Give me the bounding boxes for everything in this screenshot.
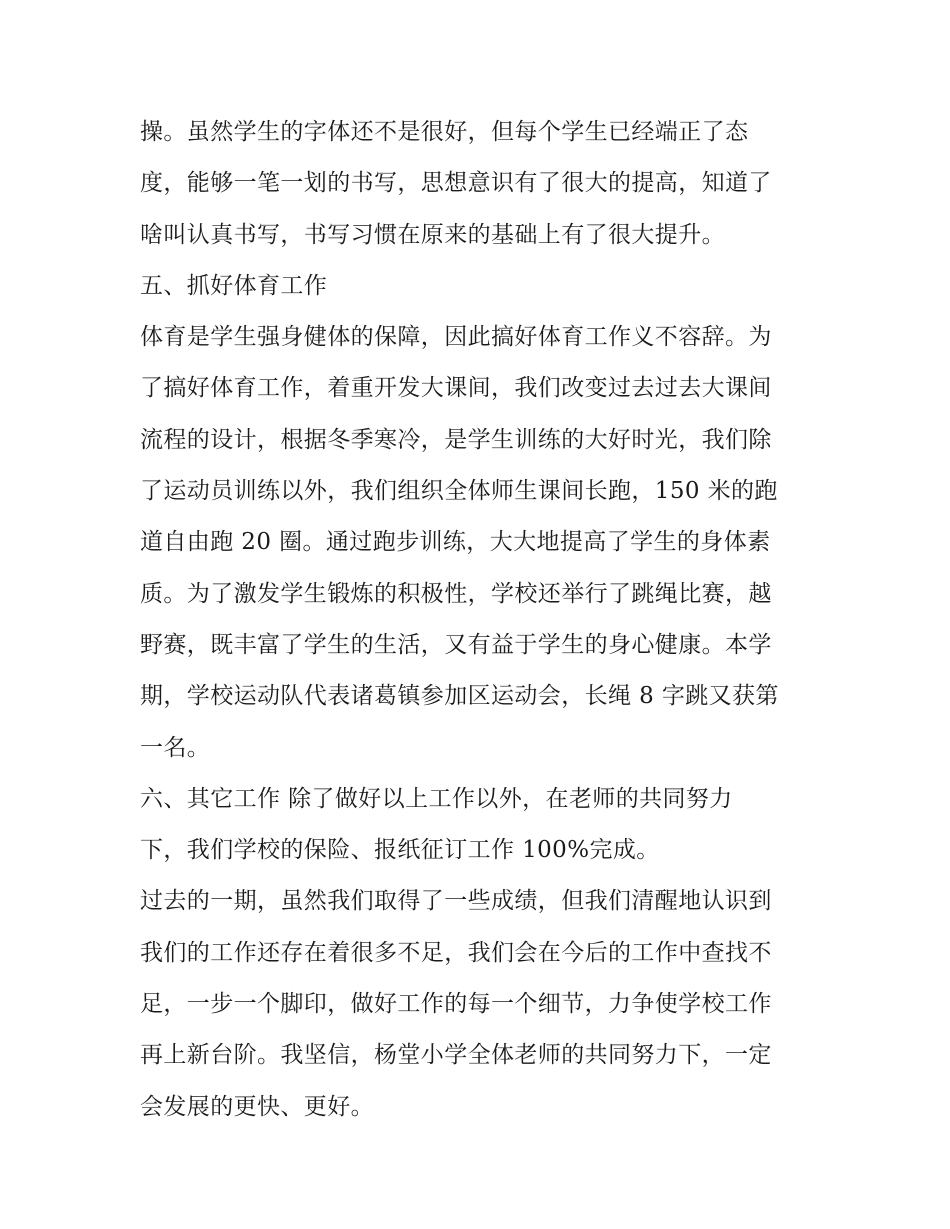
- document-body: [140, 107, 820, 1133]
- text-line: 下，我们学校的保险、报纸征订工作 100%完成。: [140, 837, 660, 864]
- text-line: 体育是学生强身健体的保障，因此搞好体育工作义不容辞。为: [140, 324, 772, 351]
- text-line: 了运动员训练以外，我们组织全体师生课间长跑，150 米的跑: [140, 478, 778, 505]
- section-heading-other: 六、其它工作 除了做好以上工作以外，在老师的共同努力: [140, 785, 733, 812]
- text-line: 再上新台阶。我坚信，杨堂小学全体老师的共同努力下，一定: [140, 1042, 772, 1069]
- text-line: 一名。: [140, 734, 211, 761]
- text-line: 啥叫认真书写，书写习惯在原来的基础上有了很大提升。: [140, 221, 725, 248]
- text-line: 野赛，既丰富了学生的生活，又有益于学生的身心健康。本学: [140, 631, 772, 658]
- text-line: 了搞好体育工作，着重开发大课间，我们改变过去过去大课间: [140, 375, 772, 402]
- text-line: 会发展的更快、更好。: [140, 1093, 374, 1120]
- text-line: 道自由跑 20 圈。通过跑步训练，大大地提高了学生的身体素: [140, 529, 771, 556]
- section-heading-sports: 五、抓好体育工作: [140, 272, 328, 299]
- text-line: 期，学校运动队代表诸葛镇参加区运动会，长绳 8 字跳又获第: [140, 683, 779, 710]
- text-line: 过去的一期，虽然我们取得了一些成绩，但我们清醒地认识到: [140, 888, 772, 915]
- text-line: 度，能够一笔一划的书写，思想意识有了很大的提高，知道了: [140, 170, 772, 197]
- text-line: 我们的工作还存在着很多不足，我们会在今后的工作中查找不: [140, 939, 772, 966]
- text-line: 流程的设计，根据冬季寒冷，是学生训练的大好时光，我们除: [140, 426, 772, 453]
- text-line: 操。虽然学生的字体还不是很好，但每个学生已经端正了态: [140, 119, 749, 145]
- text-line: 质。为了激发学生锻炼的积极性，学校还举行了跳绳比赛，越: [140, 580, 772, 607]
- text-line: 足，一步一个脚印，做好工作的每一个细节，力争使学校工作: [140, 991, 772, 1018]
